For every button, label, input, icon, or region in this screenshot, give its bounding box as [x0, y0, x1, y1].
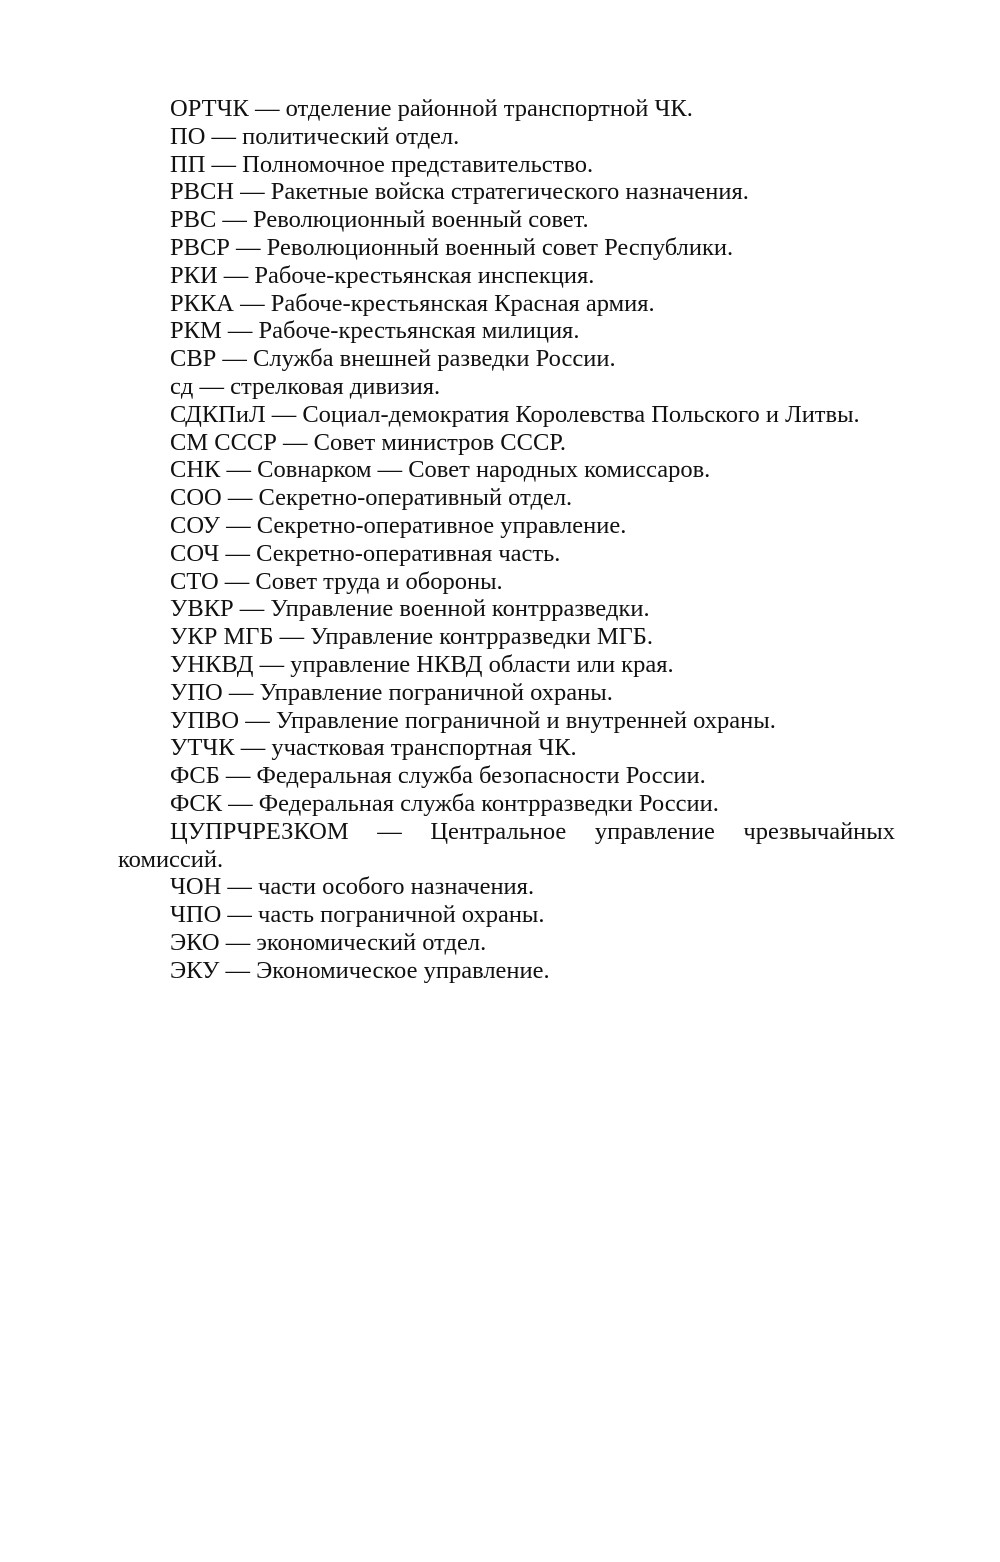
abbreviation-entry: УПО — Управление пограничной охраны.	[170, 678, 613, 706]
abbreviation-entry: РВСР — Революционный военный совет Республики.	[170, 233, 734, 261]
abbreviation-entry: ЭКУ — Экономическое управление.	[170, 956, 550, 984]
abbreviation-entry: ЧПО — часть пограничной охраны.	[170, 901, 545, 929]
abbreviation-entry: ПП — Полномочное представительство.	[170, 150, 594, 178]
abbreviation-entry: УВКР — Управление военной контрразведки.	[170, 595, 650, 623]
abbreviation-entry: ПО — политический отдел.	[170, 122, 460, 150]
abbreviation-entry: СДКПиЛ — Социал-демократия Королевства Польского и Литвы.	[170, 400, 860, 428]
abbreviation-entry: ФСБ — Федеральная служба безопасности России.	[170, 762, 706, 790]
abbreviation-entry: ОРТЧК — отделение районной транспортной ЧК.	[170, 95, 693, 122]
abbreviation-entry: СТО — Совет труда и обороны.	[170, 567, 503, 595]
abbreviation-entry: СНК — Совнарком — Совет народных комиссаров.	[170, 456, 711, 484]
abbreviation-entry: ЦУПРЧРЕЗКОМ — Центральное управление чрезвычайных комиссий.	[118, 817, 895, 873]
abbreviation-entry: СОО — Секретно-оперативный отдел.	[170, 484, 573, 512]
abbreviation-entry: ЭКО — экономический отдел.	[170, 928, 487, 956]
abbreviation-entry: РКМ — Рабоче-крестьянская милиция.	[170, 317, 580, 345]
abbreviation-entry: РВСН — Ракетные войска стратегического назначения.	[170, 178, 749, 206]
abbreviation-entry: сд — стрелковая дивизия.	[170, 372, 441, 400]
abbreviation-entry: РКИ — Рабоче-крестьянская инспекция.	[170, 261, 595, 289]
abbreviation-list	[118, 95, 895, 985]
abbreviation-entry: УНКВД — управление НКВД области или края.	[170, 650, 674, 678]
abbreviation-entry: ЧОН — части особого назначения.	[170, 873, 535, 901]
abbreviation-entry: УТЧК — участковая транспортная ЧК.	[170, 734, 577, 762]
abbreviation-entry: РККА — Рабоче-крестьянская Красная армия.	[170, 289, 655, 317]
abbreviation-entry: УКР МГБ — Управление контрразведки МГБ.	[170, 623, 654, 651]
abbreviation-entry: РВС — Революционный военный совет.	[170, 206, 589, 234]
abbreviation-entry: СОЧ — Секретно-оперативная часть.	[170, 539, 561, 567]
abbreviation-entry: СОУ — Секретно-оперативное управление.	[170, 511, 627, 539]
abbreviation-entry: СМ СССР — Совет министров СССР.	[170, 428, 566, 456]
abbreviation-entry: УПВО — Управление пограничной и внутренней охраны.	[170, 706, 776, 734]
abbreviation-entry: ФСК — Федеральная служба контрразведки России.	[170, 789, 719, 817]
abbreviation-entry: СВР — Служба внешней разведки России.	[170, 345, 616, 373]
